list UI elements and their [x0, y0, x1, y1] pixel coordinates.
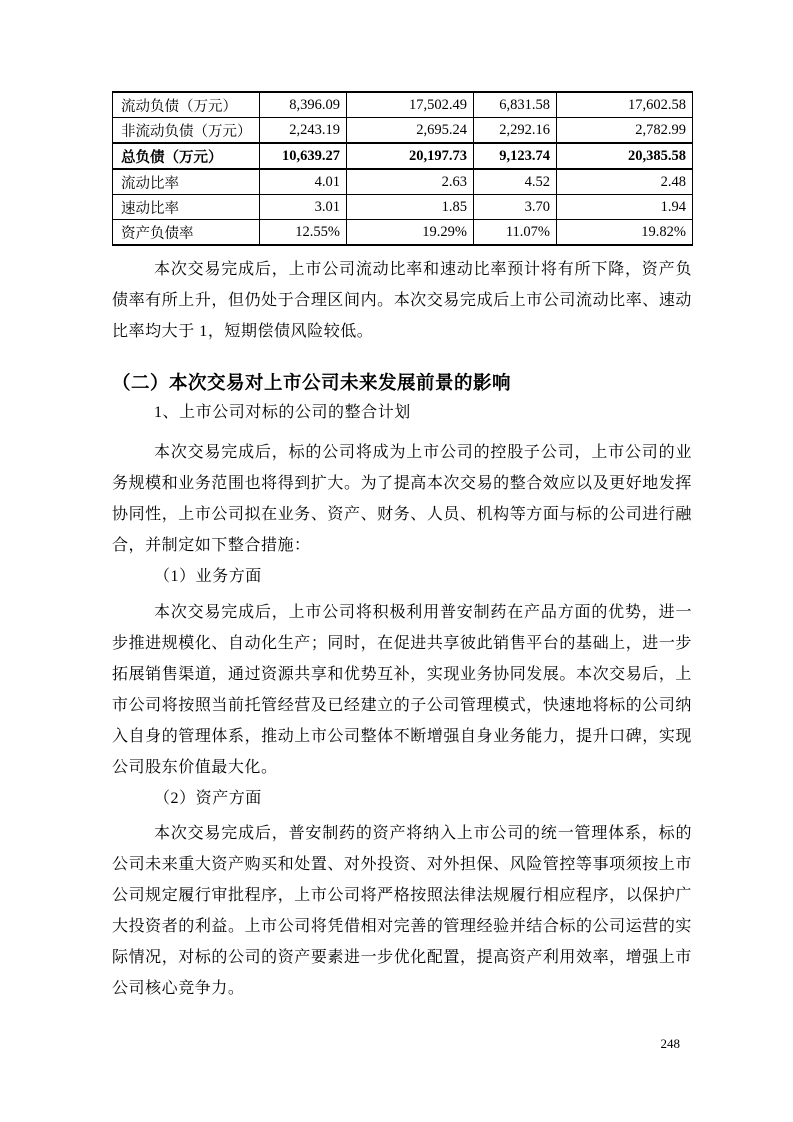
value-cell: 20,197.73: [347, 143, 474, 169]
value-cell: 6,831.58: [474, 92, 557, 118]
value-cell: 12.55%: [260, 220, 347, 246]
value-cell: 2,292.16: [474, 118, 557, 144]
value-cell: 2,782.99: [557, 118, 693, 144]
table-row: [113, 169, 693, 195]
value-cell: 8,396.09: [260, 92, 347, 118]
page-number: 248: [660, 1036, 680, 1051]
row-label: 资产负债率: [113, 220, 260, 246]
value-cell: 10,639.27: [260, 143, 347, 169]
row-label: 速动比率: [113, 195, 260, 220]
liabilities-table: [112, 91, 693, 246]
table-row-total: [113, 143, 693, 169]
value-cell: 17,502.49: [347, 92, 474, 118]
row-label: 流动比率: [113, 169, 260, 195]
value-cell: 2,243.19: [260, 118, 347, 144]
row-label: 非流动负债（万元）: [113, 118, 260, 144]
value-cell: 19.82%: [557, 220, 693, 246]
table-row: [113, 118, 693, 144]
item-heading-business: （1）业务方面: [154, 568, 262, 585]
value-cell: 3.70: [474, 195, 557, 220]
subsection-heading: 1、上市公司对标的公司的整合计划: [154, 404, 411, 421]
value-cell: 2.63: [347, 169, 474, 195]
value-cell: 3.01: [260, 195, 347, 220]
value-cell: 1.85: [347, 195, 474, 220]
paragraph-integration-plan: 本次交易完成后，标的公司将成为上市公司的控股子公司，上市公司的业务规模和业务范围也将得到扩大。为了提高本次交易的整合效应以及更好地发挥协同性，上市公司拟在业务、资产、财务、人员、机构等方面与标的公司进行融合，并制定如下整合措施：: [112, 444, 692, 554]
row-label: 总负债（万元）: [113, 143, 260, 169]
section-heading: （二）本次交易对上市公司未来发展前景的影响: [112, 372, 512, 393]
item-heading-assets: （2）资产方面: [154, 790, 262, 807]
table-row: [113, 220, 693, 246]
value-cell: 19.29%: [347, 220, 474, 246]
paragraph-business: 本次交易完成后，上市公司将积极利用普安制药在产品方面的优势，进一步推进规模化、自动化生产；同时，在促进共享彼此销售平台的基础上，进一步拓展销售渠道，通过资源共享和优势互补，实现业务协同发展。本次交易后，上市公司将按照当前托管经营及已经建立的子公司管理模式，快速地将标的公司纳入自身的管理体系，推动上市公司整体不断增强自身业务能力，提升口碑，实现公司股东价值最大化。: [112, 604, 692, 776]
value-cell: 4.01: [260, 169, 347, 195]
page-content: [112, 91, 692, 1004]
paragraph-ratio-summary: 本次交易完成后，上市公司流动比率和速动比率预计将有所下降，资产负债率有所上升，但仍处于合理区间内。本次交易完成后上市公司流动比率、速动比率均大于 1，短期偿债风险较低。: [112, 261, 692, 340]
table-row: [113, 92, 693, 118]
value-cell: 17,602.58: [557, 92, 693, 118]
row-label: 流动负债（万元）: [113, 92, 260, 118]
value-cell: 2.48: [557, 169, 693, 195]
value-cell: 4.52: [474, 169, 557, 195]
value-cell: 9,123.74: [474, 143, 557, 169]
value-cell: 1.94: [557, 195, 693, 220]
table-row: [113, 195, 693, 220]
paragraph-assets: 本次交易完成后，普安制药的资产将纳入上市公司的统一管理体系，标的公司未来重大资产购买和处置、对外投资、对外担保、风险管控等事项须按上市公司规定履行审批程序，上市公司将严格按照法律法规履行相应程序，以保护广大投资者的利益。上市公司将凭借相对完善的管理经验并结合标的公司运营的实际情况，对标的公司的资产要素进一步优化配置，提高资产利用效率，增强上市公司核心竞争力。: [112, 825, 692, 997]
value-cell: 20,385.58: [557, 143, 693, 169]
value-cell: 2,695.24: [347, 118, 474, 144]
value-cell: 11.07%: [474, 220, 557, 246]
